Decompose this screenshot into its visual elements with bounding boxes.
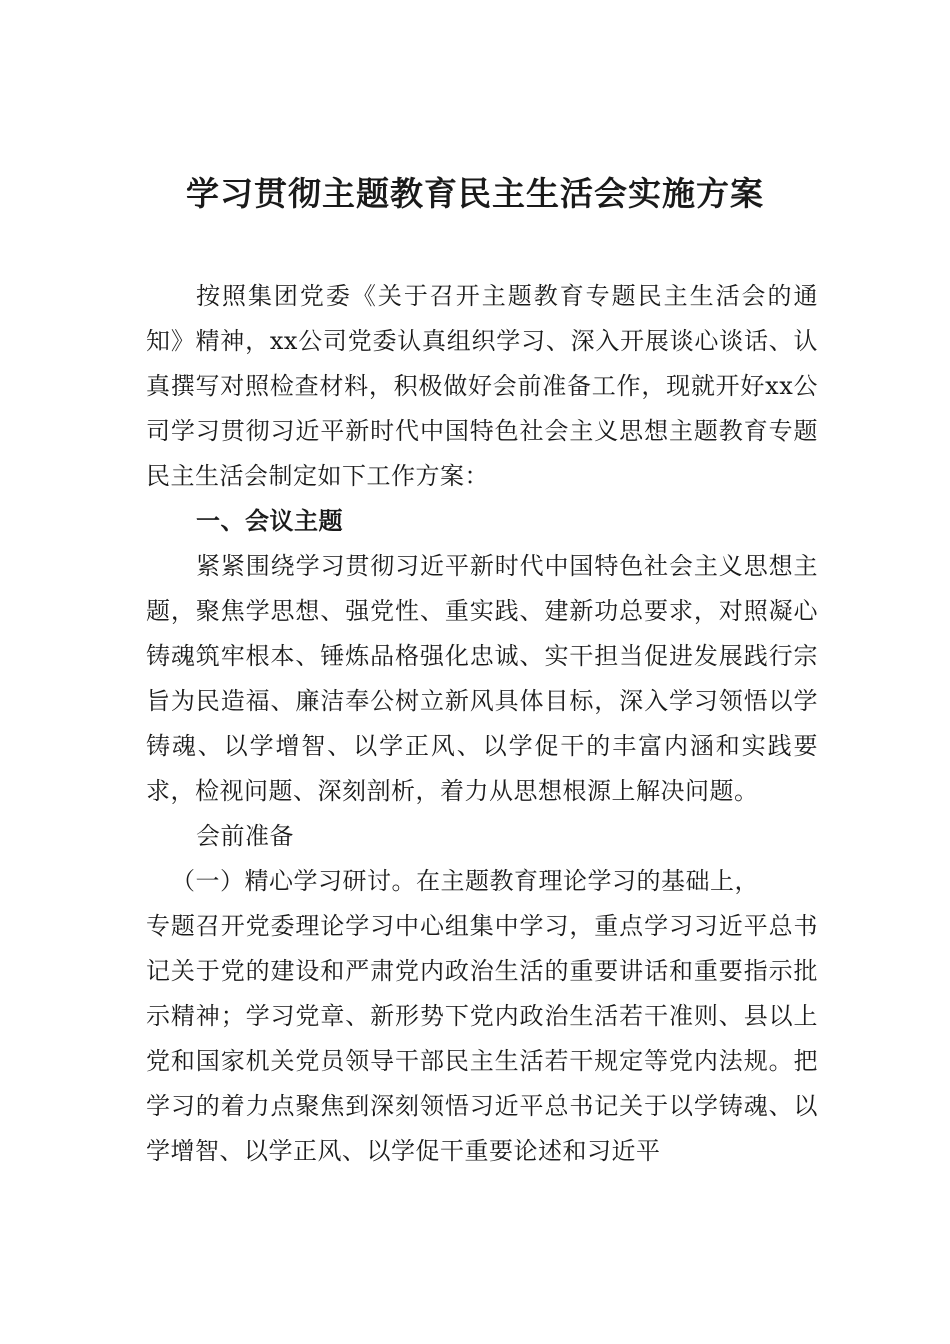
document-title: 学习贯彻主题教育民主生活会实施方案: [186, 174, 764, 213]
document-body: [146, 274, 818, 1174]
intro-paragraph: 按照集团党委《关于召开主题教育专题民主生活会的通知》精神，xx公司党委认真组织学习、深入开展谈心谈话、认真撰写对照检查材料，积极做好会前准备工作，现就开好xx公司学习贯彻习近平新时代中国特色社会主义思想主题教育专题民主生活会制定如下工作方案：: [146, 282, 818, 490]
item-1-paragraph: 专题召开党委理论学习中心组集中学习，重点学习习近平总书记关于党的建设和严肃党内政治生活的重要讲话和重要指示批示精神；学习党章、新形势下党内政治生活若干准则、县以上党和国家机关党员领导干部民主生活若干规定等党内法规。把学习的着力点聚焦到深刻领悟习近平总书记关于以学铸魂、以学增智、以学正风、以学促干重要论述和习近平: [146, 912, 818, 1165]
item-1-lead: （一）精心学习研讨。在主题教育理论学习的基础上，: [171, 867, 759, 895]
section-heading-meeting-theme: 一、会议主题: [196, 507, 343, 535]
section-heading-preparation: 会前准备: [196, 822, 294, 850]
meeting-theme-paragraph: 紧紧围绕学习贯彻习近平新时代中国特色社会主义思想主题，聚焦学思想、强党性、重实践、建新功总要求，对照凝心铸魂筑牢根本、锤炼品格强化忠诚、实干担当促进发展践行宗旨为民造福、廉洁奉公树立新风具体目标，深入学习领悟以学铸魂、以学增智、以学正风、以学促干的丰富内涵和实践要求，检视问题、深刻剖析，着力从思想根源上解决问题。: [146, 552, 818, 805]
